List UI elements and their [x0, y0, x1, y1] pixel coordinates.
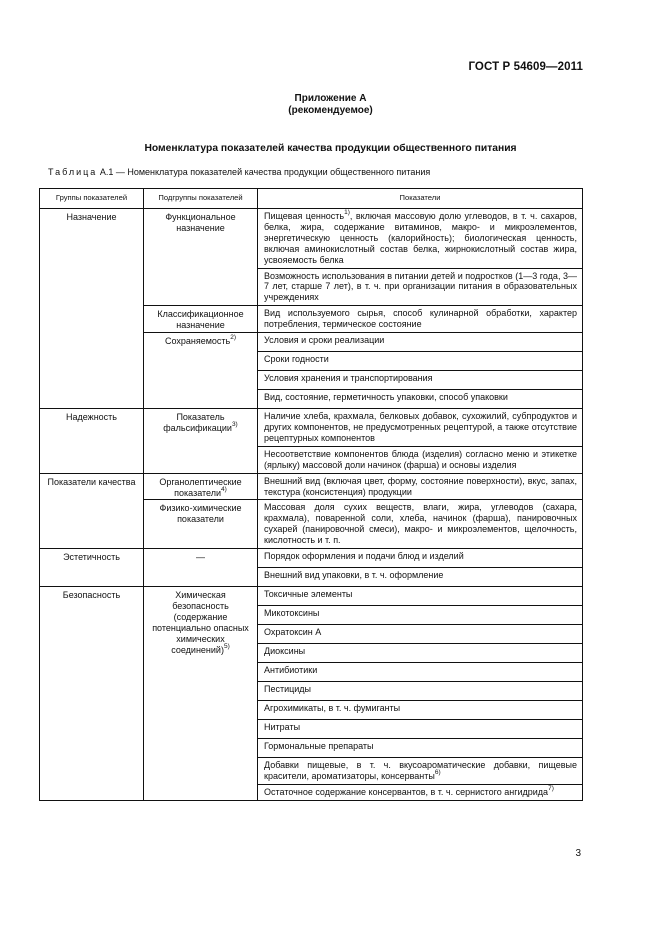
subgroup-cell: Классификационное назначение: [144, 306, 258, 333]
indicator-cell: Охратоксин А: [258, 625, 583, 644]
annex-label: Приложение А: [294, 93, 367, 104]
table-row: [40, 409, 583, 447]
indicator-cell: Добавки пищевые, в т. ч. вкусоароматические добавки, пищевые красители, ароматизаторы, консерванты$^{6)}$: [258, 758, 583, 785]
group-cell: Эстетичность: [40, 549, 144, 587]
table-row: [40, 209, 583, 269]
indicator-cell: Внешний вид упаковки, в т. ч. оформление: [258, 568, 583, 587]
subgroup-cell: Органолептические показатели$^{4)}$: [144, 473, 258, 500]
indicator-cell: Вид, состояние, герметичность упаковки, способ упаковки: [258, 390, 583, 409]
section-title: Номенклатура показателей качества продукции общественного питания: [144, 143, 517, 154]
group-cell: Надежность: [40, 409, 144, 474]
table-header-row: [40, 189, 583, 209]
caption-number: А.1: [99, 167, 114, 177]
table-row: [40, 473, 583, 500]
indicator-cell: Вид используемого сырья, способ кулинарной обработки, характер потребления, термическое состояние: [258, 306, 583, 333]
subgroup-cell: Показатель фальсификации$^{3)}$: [144, 409, 258, 474]
table-row: [40, 549, 583, 568]
indicator-cell: Пестициды: [258, 682, 583, 701]
indicator-cell: Агрохимикаты, в т. ч. фумиганты: [258, 701, 583, 720]
table-caption: [48, 167, 430, 177]
indicator-cell: Сроки годности: [258, 352, 583, 371]
subgroup-cell: Функциональное назначение: [144, 209, 258, 306]
indicator-cell: Условия и сроки реализации: [258, 333, 583, 352]
indicator-cell: Остаточное содержание консервантов, в т. ч. сернистого ангидрида$^{7)}$: [258, 784, 583, 800]
indicator-cell: Антибиотики: [258, 663, 583, 682]
indicator-cell: Внешний вид (включая цвет, форму, состояние поверхности), вкус, запах, текстура (консистенция) продукции: [258, 473, 583, 500]
document-code: ГОСТ Р 54609—2011: [468, 61, 583, 73]
header-subgroups: Подгруппы показателей: [144, 189, 258, 209]
indicator-cell: Пищевая ценность$^{1)}$, включая массовую долю углеводов, в т. ч. сахаров, белка, жира, содержание витаминов, макро- и микроэлементов, энергетическую ценность (калорийность); биологическая ценность, включая аминокислотный состав белка, жирнокислотный состав жира, усвояемость белка: [258, 209, 583, 269]
indicator-cell: Гормональные препараты: [258, 739, 583, 758]
indicator-cell: Токсичные элементы: [258, 587, 583, 606]
subgroup-cell: Сохраняемость$^{2)}$: [144, 333, 258, 409]
subgroup-cell: Химическая безопасность (содержание потенциально опасных химических соединений)$^{5)}$: [144, 587, 258, 801]
header-groups: Группы показателей: [40, 189, 144, 209]
page-number: 3: [575, 848, 581, 859]
indicator-cell: Микотоксины: [258, 606, 583, 625]
indicator-cell: Возможность использования в питании детей и подростков (1—3 года, 3—7 лет, старше 7 лет), в т. ч. при организации питания в образовательных учреждениях: [258, 268, 583, 306]
indicator-cell: Порядок оформления и подачи блюд и изделий: [258, 549, 583, 568]
annex-status: (рекомендуемое): [288, 105, 373, 116]
group-cell: Назначение: [40, 209, 144, 409]
indicator-cell: Условия хранения и транспортирования: [258, 371, 583, 390]
header-indicators: Показатели: [258, 189, 583, 209]
annex-heading: [0, 93, 661, 117]
group-cell: Показатели качества: [40, 473, 144, 548]
indicator-cell: Наличие хлеба, крахмала, белковых добавок, сухожилий, субпродуктов и других компонентов, не предусмотренных рецептурой, а также отсутствие рецептурных компонентов: [258, 409, 583, 447]
quality-indicators-table: [39, 188, 583, 801]
indicator-cell: Диоксины: [258, 644, 583, 663]
indicator-cell: Нитраты: [258, 720, 583, 739]
indicator-cell: Массовая доля сухих веществ, влаги, жира, углеводов (сахара, крахмала), поваренной соли, хлеба, начинок (фарша), панировочных сухарей (панировочной смеси), макро- и микроэлементов, щелочность, кислотность и т. п.: [258, 500, 583, 549]
indicator-cell: Несоответствие компонентов блюда (изделия) согласно меню и этикетке (ярлыку) массовой доли начинок (фарша) и основы изделия: [258, 446, 583, 473]
subgroup-cell: —: [144, 549, 258, 587]
group-cell: Безопасность: [40, 587, 144, 801]
subgroup-cell: Физико-химические показатели: [144, 500, 258, 549]
caption-text: — Номенклатура показателей качества продукции общественного питания: [113, 167, 431, 177]
table-row: [40, 587, 583, 606]
caption-prefix: Таблица: [48, 167, 98, 177]
